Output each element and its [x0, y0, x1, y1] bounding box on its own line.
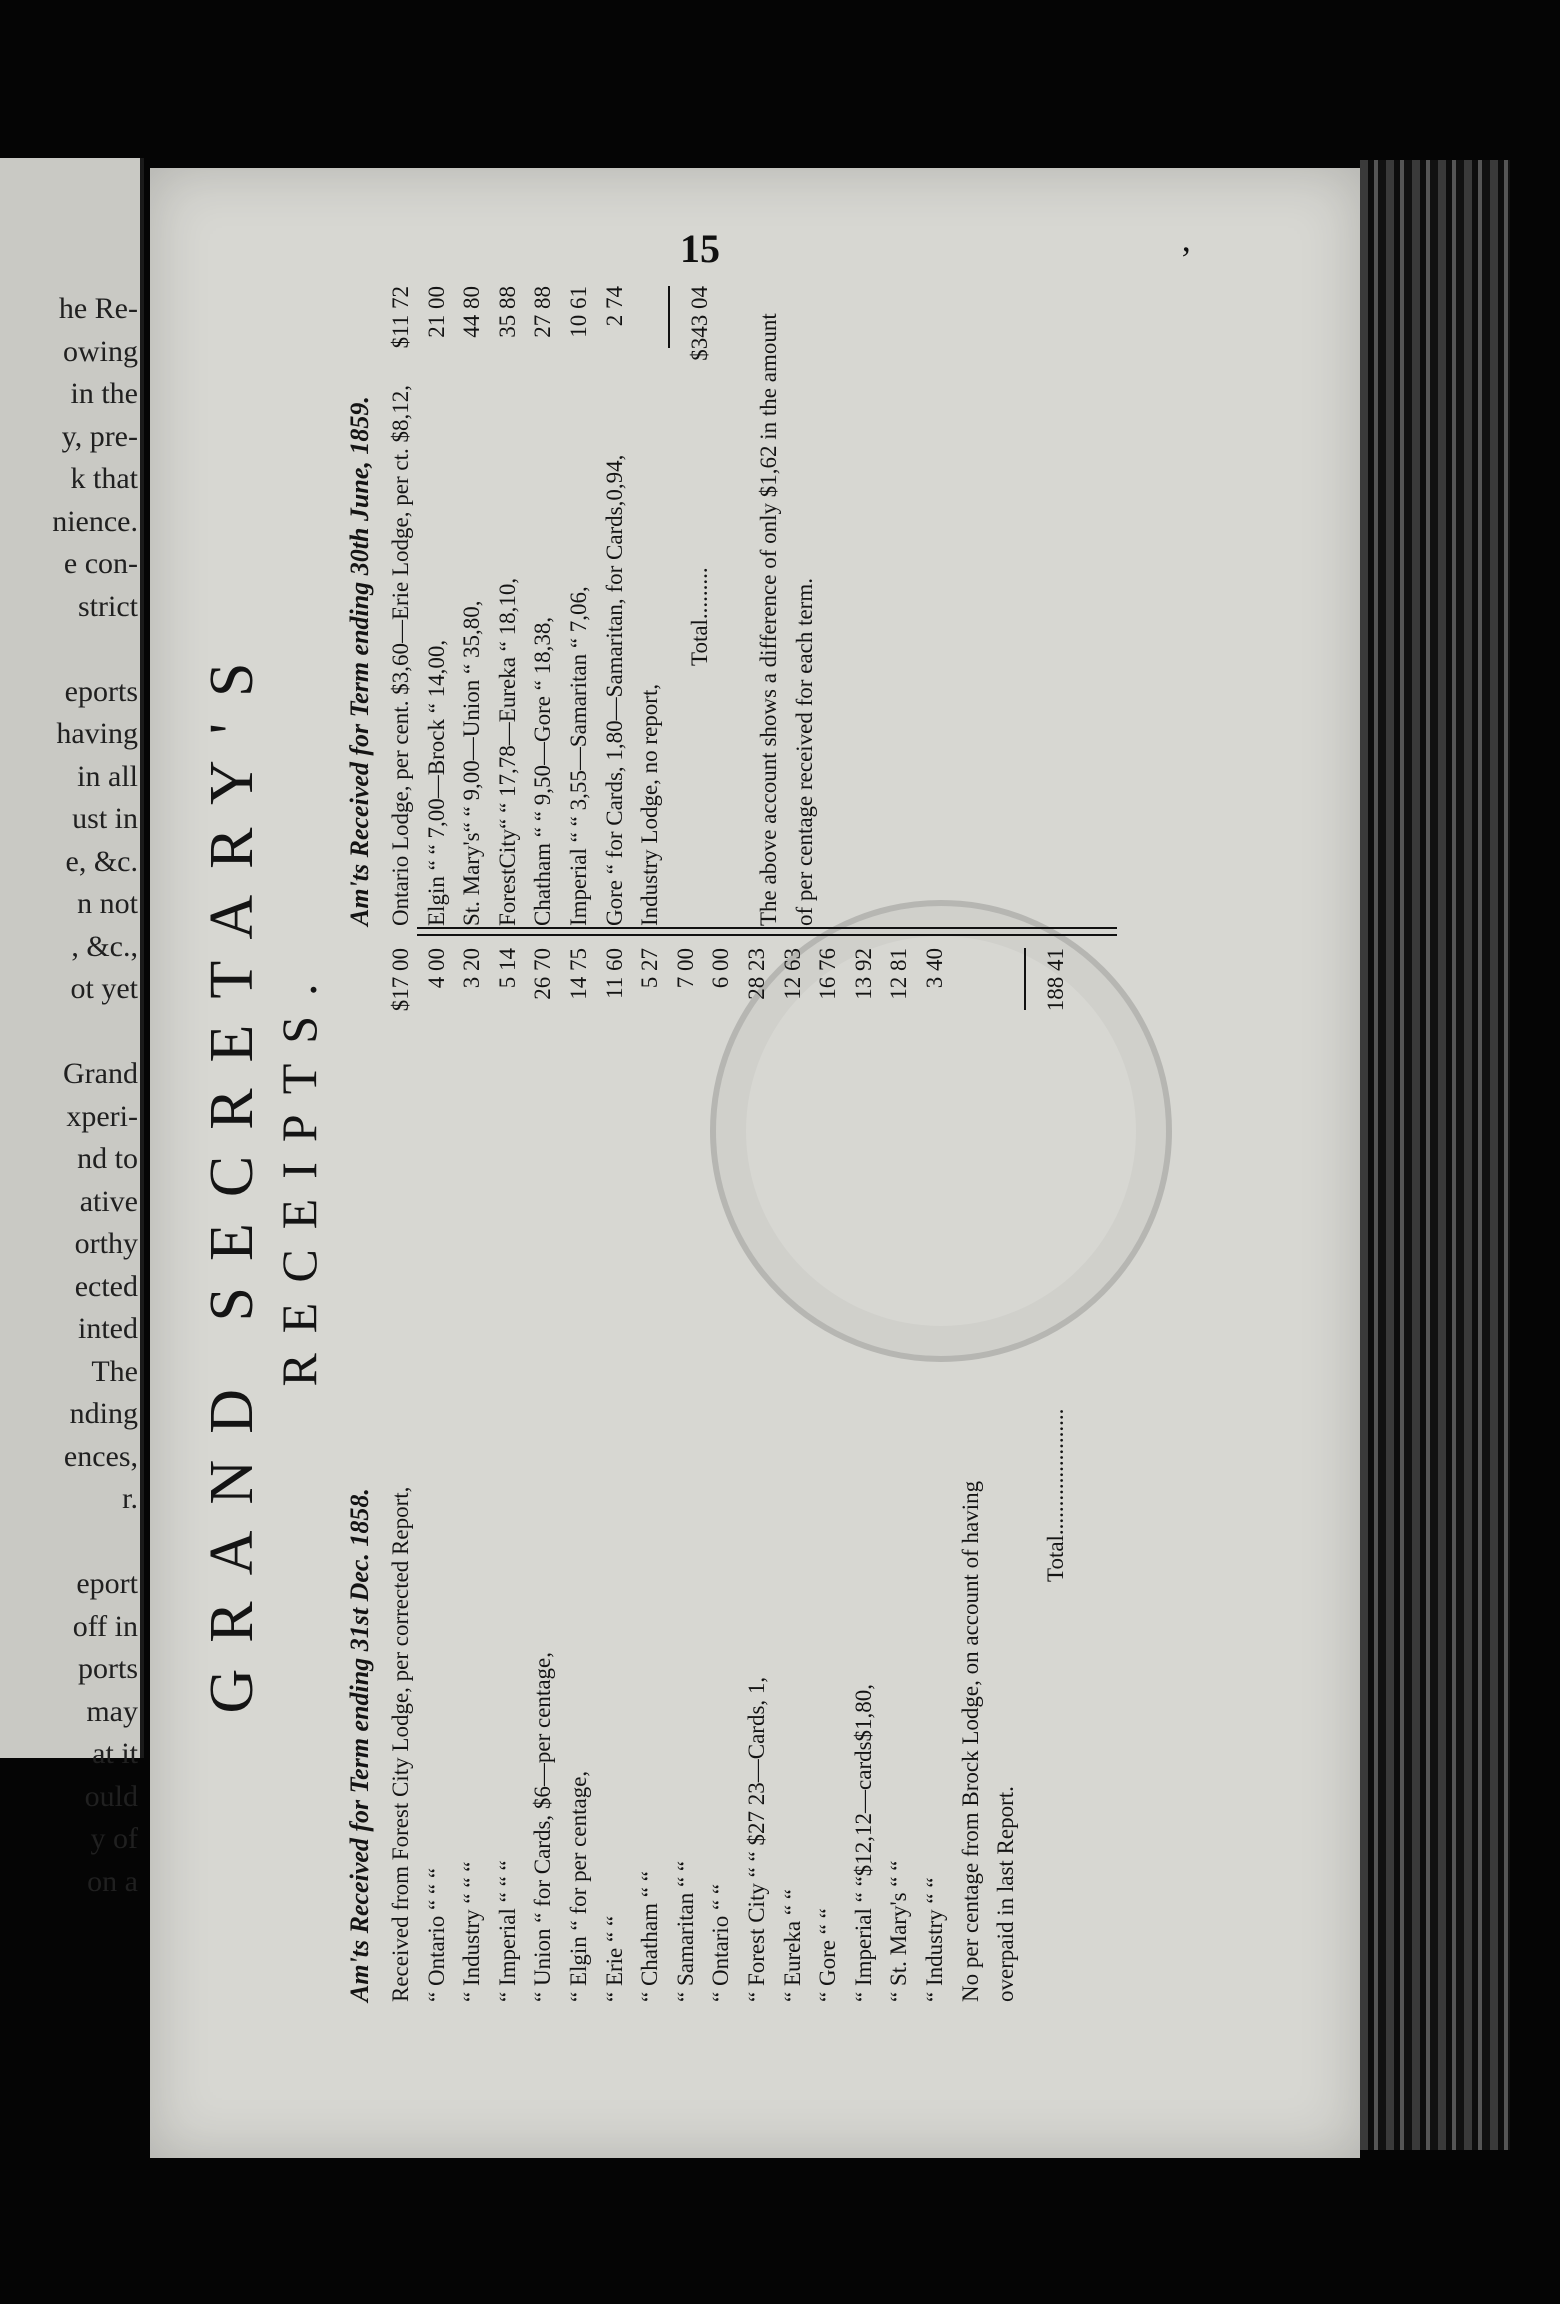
left-row-text: “ Erie “ “ [601, 1915, 627, 2002]
right-row-text: Ontario Lodge, per cent. $3,60—Erie Lodge, per ct. $8,12, [388, 385, 413, 926]
facing-page-line: r. [122, 1482, 138, 1515]
right-heading: Am'ts Received for Term ending 30th June, 1859. [345, 396, 374, 926]
left-row-amount: $17 00 [388, 948, 413, 1012]
left-row-text: overpaid in last Report. [993, 1786, 1019, 2002]
left-row-text: “ Eureka “ “ [779, 1888, 805, 2002]
page-subtitle: RECEIPTS. [271, 963, 327, 1387]
facing-page-line: nding [69, 1397, 138, 1430]
right-row-text: Industry Lodge, no report, [637, 683, 663, 926]
right-receipt-row [632, 286, 668, 926]
right-row-amount: 2 74 [601, 286, 627, 327]
facing-page-line: in the [70, 377, 138, 410]
right-row-text: Elgin “ “ 7,00—Brock “ 14,00, [423, 639, 449, 926]
left-total-rule [1024, 936, 1038, 2002]
right-row-text: Imperial “ “ 3,55—Samaritan “ 7,06, [565, 586, 591, 926]
facing-page-line: e con- [63, 547, 138, 580]
left-rows [383, 936, 1024, 2002]
facing-page-line: ot yet [70, 972, 138, 1005]
right-receipt-row [525, 286, 561, 926]
left-row-amount: 16 76 [815, 948, 841, 1000]
facing-page-line: Grand [63, 1057, 138, 1090]
left-receipt-row [739, 936, 775, 2002]
left-receipt-row [490, 936, 526, 2002]
facing-page-line: ative [79, 1184, 138, 1218]
facing-page-line: n not [77, 887, 138, 920]
left-row-amount: 26 70 [530, 948, 556, 1000]
right-receipt-row [561, 286, 597, 926]
left-row-text: “ Gore “ “ [815, 1908, 841, 2002]
left-row-text: “ Imperial “ “ “ [494, 1860, 520, 2002]
left-row-amount: 28 23 [743, 948, 769, 1000]
page-number: 15 [680, 226, 720, 271]
facing-page-line: on a [87, 1864, 138, 1898]
left-row-text: Received from Forest City Lodge, per corrected Report, [388, 1486, 413, 2002]
facing-page-line: at it [92, 1737, 138, 1770]
left-receipt-row [917, 936, 953, 2002]
left-receipt-row [881, 936, 917, 2002]
facing-page-line: inted [78, 1312, 138, 1345]
facing-page [0, 158, 144, 1898]
facing-page-line: e, &c. [65, 844, 138, 878]
right-row-amount: $11 72 [388, 286, 413, 349]
left-row-text: “ Union “ for Cards, $6—per centage, [530, 1652, 556, 2002]
left-total-label: Total...................... [1042, 1408, 1068, 1582]
facing-page-line: k that [70, 462, 138, 495]
left-receipt-row [810, 936, 846, 2002]
left-row-amount: 3 20 [459, 948, 485, 989]
left-row-text: “ Imperial “ “$12,12—cards$1,80, [850, 1683, 876, 2002]
right-receipt-row [419, 286, 455, 926]
left-row-text: “ Elgin “ for per centage, [565, 1770, 591, 2002]
left-receipt-row [419, 936, 455, 2002]
facing-page-line: eports [64, 674, 138, 708]
left-receipt-row [525, 936, 561, 2002]
left-receipt-row [988, 936, 1024, 2002]
facing-page-line: having [56, 717, 138, 750]
right-receipt-row [490, 286, 526, 926]
right-row-amount: 35 88 [494, 286, 520, 338]
left-receipt-row [703, 936, 739, 2002]
rotated-content [197, 286, 1197, 2044]
facing-page-line: The [91, 1354, 138, 1388]
facing-page-line: y of [90, 1822, 138, 1855]
column-divider [417, 927, 1117, 936]
right-row-text: St. Mary's“ “ 9,00—Union “ 35,80, [459, 600, 485, 926]
facing-page-line: ust in [72, 802, 138, 835]
facing-page-line: ences, [63, 1439, 138, 1473]
corner-mark: ’ [1180, 239, 1192, 279]
left-receipts-column [337, 936, 1073, 2002]
right-receipt-row [597, 286, 633, 926]
left-row-amount: 12 63 [779, 948, 805, 1000]
left-row-text: “ Industry “ “ [921, 1877, 947, 2002]
left-row-text: “ St. Mary's “ “ [886, 1860, 912, 2002]
left-receipt-row [632, 936, 668, 2002]
right-receipt-row [383, 286, 419, 926]
right-row-text: Chatham “ “ 9,50—Gore “ 18,38, [530, 616, 556, 926]
left-row-text: No per centage from Brock Lodge, on account of having [957, 1480, 983, 2002]
right-row-amount: 21 00 [423, 286, 449, 338]
right-row-amount: 44 80 [459, 286, 485, 338]
facing-page-line: orthy [74, 1227, 138, 1260]
left-row-amount: 13 92 [850, 948, 876, 1000]
page-edges [1360, 160, 1510, 2150]
note-line: of per centage received for each term. [791, 578, 817, 926]
facing-page-line: y, pre- [61, 419, 138, 453]
right-row-text: ForestCity“ “ 17,78—Eureka “ 18,10, [494, 577, 520, 926]
facing-page-line: he Re- [58, 292, 138, 325]
left-row-amount: 14 75 [565, 948, 591, 1000]
left-receipt-row [775, 936, 811, 2002]
right-row-amount: 10 61 [565, 286, 591, 338]
left-receipt-row [561, 936, 597, 2002]
left-row-amount: 4 00 [423, 948, 449, 989]
left-row-text: “ Ontario “ “ [708, 1883, 734, 2002]
left-row-amount: 6 00 [708, 948, 734, 989]
left-receipt-row [953, 936, 989, 2002]
right-rows [383, 286, 668, 926]
left-row-text: “ Forest City “ “ $27 23—Cards, 1, [743, 1676, 769, 2002]
right-receipt-row [454, 286, 490, 926]
right-row-amount: 27 88 [530, 286, 556, 338]
left-row-amount: 5 14 [494, 948, 520, 989]
left-receipt-row [668, 936, 704, 2002]
facing-page-line: nience. [52, 504, 138, 538]
left-row-amount: 7 00 [672, 948, 698, 989]
facing-page-line: off in [72, 1609, 138, 1643]
left-total-amount: 188 41 [1042, 948, 1068, 1012]
right-total-rule [668, 286, 682, 926]
facing-page-line: may [86, 1694, 138, 1728]
facing-page-line: , &c., [71, 929, 138, 963]
right-total-label: Total......... [686, 567, 712, 666]
left-row-amount: 12 81 [886, 948, 912, 1000]
facing-page-line: xperi- [66, 1099, 138, 1133]
facing-page-line: in all [77, 759, 138, 793]
right-note [751, 286, 822, 926]
right-total-row [682, 286, 718, 926]
facing-page-line: owing [63, 334, 138, 368]
left-row-text: “ Industry “ “ “ [459, 1861, 485, 2002]
facing-page-line: eport [76, 1567, 138, 1600]
left-receipt-row [454, 936, 490, 2002]
left-row-amount: 3 40 [921, 948, 947, 989]
left-receipt-row [597, 936, 633, 2002]
right-receipts-column [337, 286, 823, 926]
facing-page-line: nd to [77, 1142, 138, 1175]
left-row-text: “ Ontario “ “ “ [423, 1867, 449, 2002]
left-total-row [1038, 936, 1074, 2002]
left-row-text: “ Samaritan “ “ [672, 1860, 698, 2002]
note-line: The above account shows a difference of only $1,62 in the amount [756, 313, 782, 926]
left-row-amount: 11 60 [601, 948, 627, 999]
facing-page-line: ected [74, 1269, 138, 1303]
facing-page-line: ould [84, 1779, 138, 1813]
right-row-text: Gore “ for Cards, 1,80—Samaritan, for Cards,0,94, [601, 454, 627, 926]
left-heading: Am'ts Received for Term ending 31st Dec. 1858. [345, 1488, 374, 2002]
left-receipt-row [383, 936, 419, 2002]
facing-page-line: ports [78, 1652, 138, 1685]
left-row-text: “ Chatham “ “ [637, 1871, 663, 2002]
facing-page-line: strict [78, 589, 138, 623]
page-title: GRAND SECRETARY'S [198, 636, 266, 1714]
right-total-amount: $343 04 [686, 286, 712, 361]
left-receipt-row [846, 936, 882, 2002]
left-row-amount: 5 27 [637, 948, 663, 989]
